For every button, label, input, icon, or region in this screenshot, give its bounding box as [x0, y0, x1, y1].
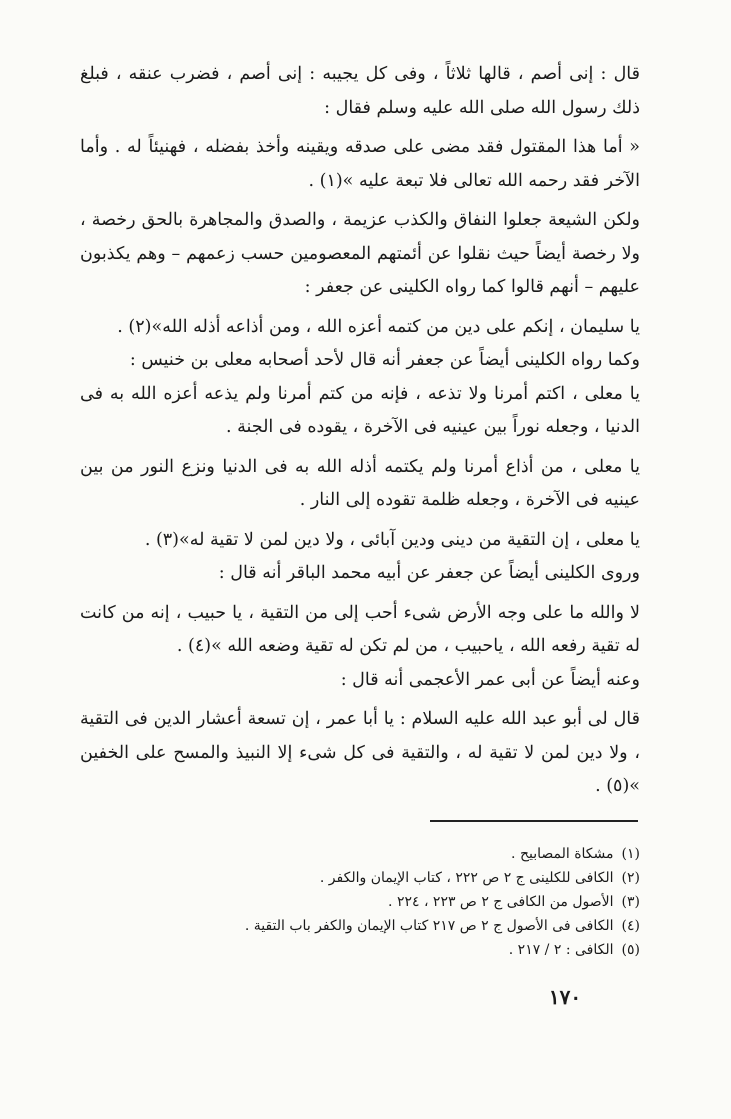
paragraph-4: يا سليمان ، إنكم على دين من كتمه أعزه الله ، ومن أذاعه أذله الله»(٢) .	[117, 316, 640, 337]
footnote-text: مشكاة المصابيح .	[511, 846, 614, 862]
paragraph-1: قال : إنى أصم ، قالها ثلاثاً ، وفى كل يجيبه : إنى أصم ، فضرب عنقه ، فبلغ ذلك رسول الله صلى الله عليه وسلم فقال :	[80, 64, 640, 118]
footnote-2	[80, 866, 640, 890]
paragraph-5: وكما رواه الكلينى أيضاً عن جعفر أنه قال لأحد أصحابه معلى بن خنيس :	[129, 350, 640, 370]
paragraph-12: قال لى أبو عبد الله عليه السلام : يا أبا عمر ، إن تسعة أعشار الدين فى التقية ، ولا دين لمن لا تقية له ، والتقية فى كل شىء إلا النبيذ والمسح على الخفين »(٥) .	[80, 709, 640, 796]
paragraph-3: ولكن الشيعة جعلوا النفاق والكذب عزيمة ، والصدق والمجاهرة بالحق رخصة ، ولا رخصة أيضاً حيث نقلوا عن أئمتهم المعصومين حسب زعمهم – وهم يكذبون عليهم – أنهم قالوا كما رواه الكلينى عن جعفر :	[80, 210, 640, 297]
footnote-divider	[430, 820, 638, 822]
footnote-text: الكافى فى الأصول ج ٢ ص ٢١٧ كتاب الإيمان والكفر باب التقية .	[244, 918, 614, 934]
page-number: ١٧٠	[548, 985, 582, 1009]
paragraph-8: يا معلى ، إن التقية من دينى ودين آبائى ، ولا دين لمن لا تقية له»(٣) .	[144, 529, 640, 550]
footnotes-list	[80, 842, 640, 962]
paragraph-2: « أما هذا المقتول فقد مضى على صدقه ويقينه وأخذ بفضله ، فهنيئاً له . وأما الآخر فقد رحمه الله تعالى فلا تبعة عليه »(١) .	[80, 137, 640, 191]
footnote-number: (٣)	[621, 894, 640, 910]
footnote-number: (٢)	[621, 870, 640, 886]
paragraph-6: يا معلى ، اكتم أمرنا ولا تذعه ، فإنه من كتم أمرنا ولم يذعه أعزه الله به فى الدنيا ، وجعله نوراً بين عينيه فى الآخرة ، يقوده فى الجنة .	[80, 383, 640, 437]
footnote-number: (٤)	[621, 918, 640, 934]
footnote-text: الكافى : ٢ / ٢١٧ .	[508, 942, 614, 958]
footnote-4	[80, 914, 640, 938]
footnote-5	[80, 938, 640, 962]
paragraph-9: وروى الكلينى أيضاً عن جعفر عن أبيه محمد الباقر أنه قال :	[218, 563, 640, 583]
footnote-number: (١)	[621, 846, 640, 862]
footnote-text: الأصول من الكافى ج ٢ ص ٢٢٣ ، ٢٢٤ .	[388, 894, 614, 910]
footnote-3	[80, 890, 640, 914]
main-text	[80, 58, 640, 810]
footnote-number: (٥)	[621, 942, 640, 958]
footnote-1	[80, 842, 640, 866]
paragraph-7: يا معلى ، من أذاع أمرنا ولم يكتمه أذله الله به فى الدنيا ونزع النور من بين عينيه فى الآخرة ، وجعله ظلمة تقوده إلى النار .	[80, 456, 640, 510]
paragraph-10: لا والله ما على وجه الأرض شىء أحب إلى من التقية ، يا حبيب ، إنه من كانت له تقية رفعه الله ، ياحبيب ، من لم تكن له تقية وضعه الله »(٤) .	[80, 602, 640, 656]
footnote-text: الكافى للكلينى ج ٢ ص ٢٢٢ ، كتاب الإيمان والكفر .	[319, 870, 614, 886]
paragraph-11: وعنه أيضاً عن أبى عمر الأعجمى أنه قال :	[340, 669, 640, 690]
